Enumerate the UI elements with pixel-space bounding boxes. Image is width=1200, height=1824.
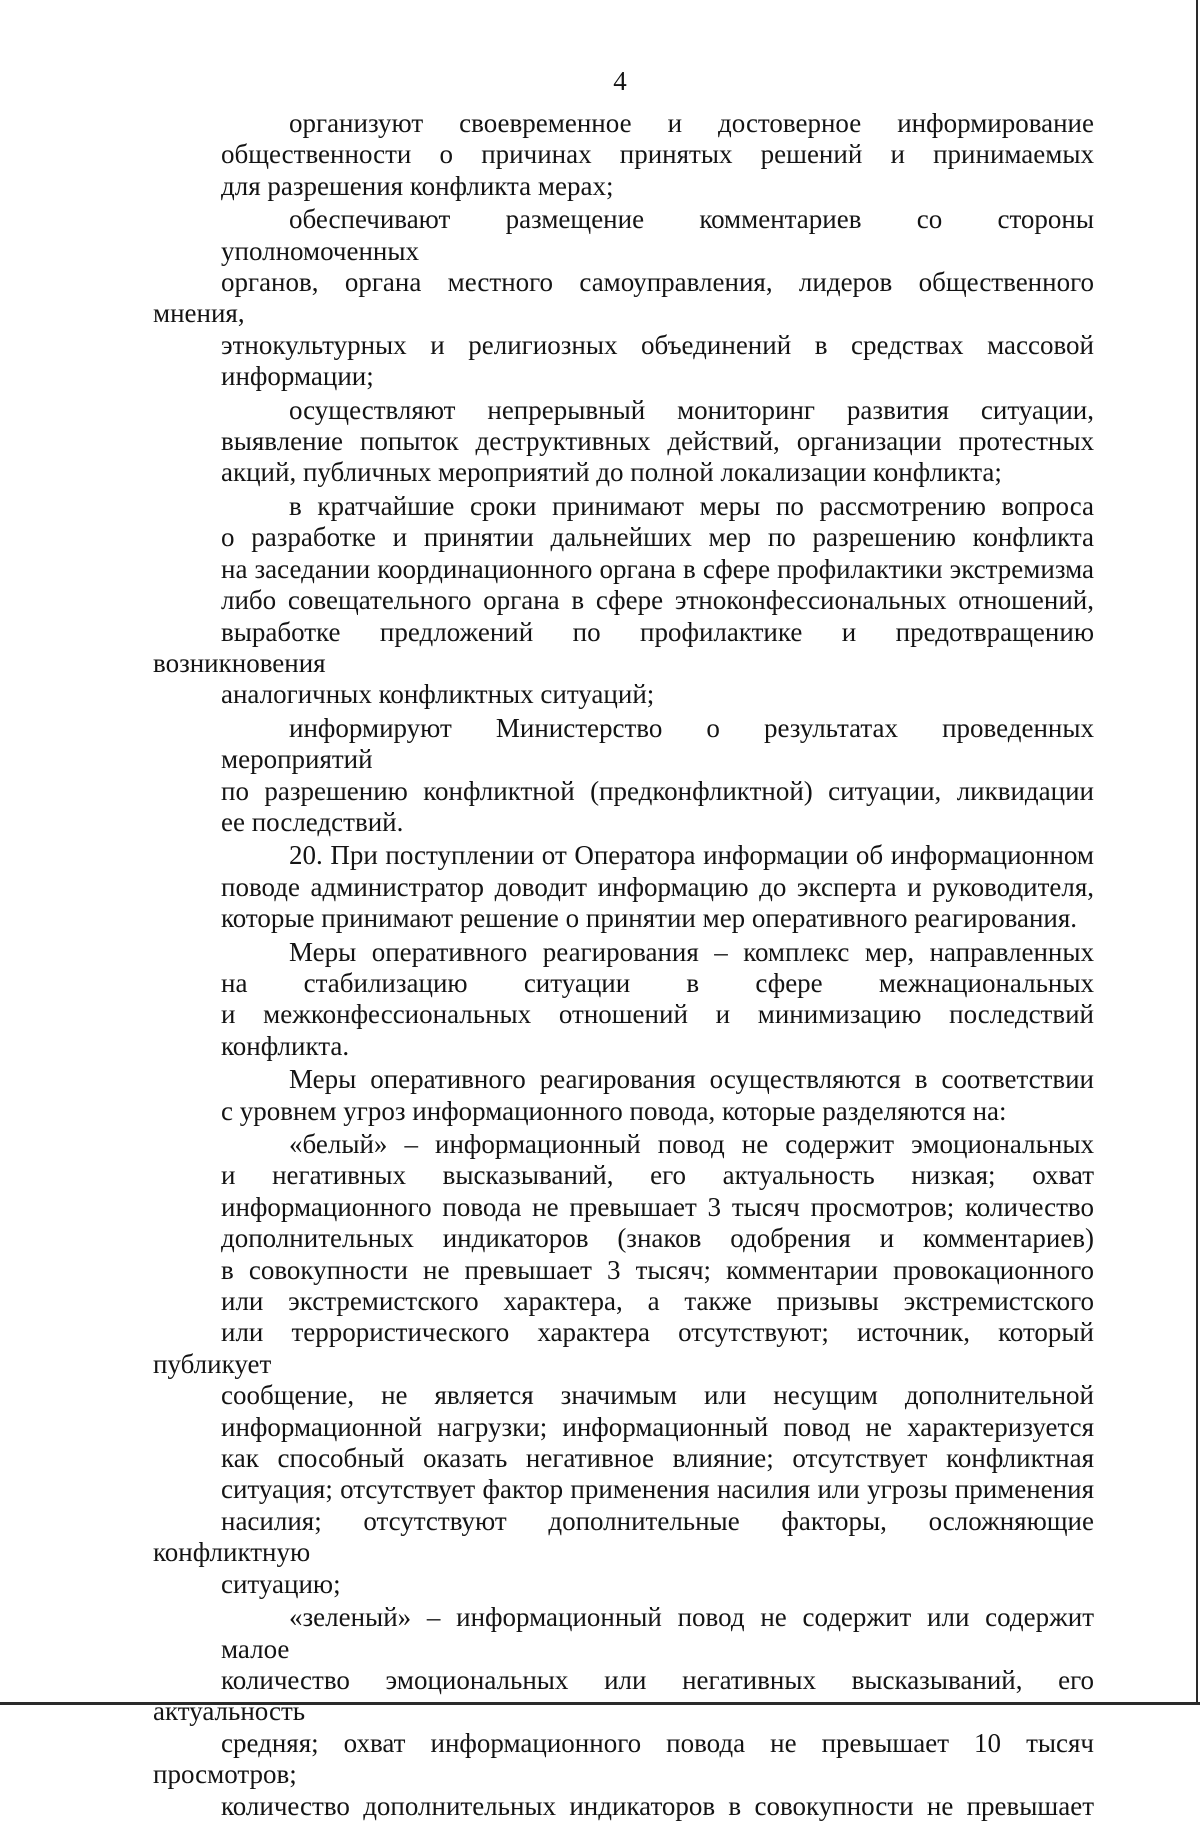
text-line: информации;: [221, 361, 374, 392]
text-line: ситуацию;: [221, 1568, 341, 1599]
text-line: аналогичных конфликтных ситуаций;: [221, 679, 655, 710]
text-line: которые принимают решение о принятии мер оперативного реагирования.: [221, 903, 1078, 934]
text-line: в совокупности не превышает 3 тысяч; комментарии провокационного: [221, 1254, 1094, 1285]
text-line: информационного повода не превышает 3 тысяч просмотров; количество: [221, 1191, 1094, 1222]
text-line: информационной нагрузки; информационный повод не характеризуется: [221, 1411, 1094, 1442]
text-line: ситуация; отсутствует фактор применения насилия или угрозы применения: [221, 1474, 1094, 1505]
paragraph-p6: [153, 840, 1094, 934]
text-line: средняя; охват информационного повода не превышает 10 тысяч просмотров;: [153, 1727, 1094, 1790]
paragraph-p4: [153, 491, 1094, 711]
text-line: «белый» – информационный повод не содержит эмоциональных: [289, 1129, 1094, 1159]
paragraph-p2: [153, 204, 1094, 392]
document-body: [153, 108, 1094, 1824]
text-line: насилия; отсутствуют дополнительные факторы, осложняющие конфликтную: [153, 1505, 1094, 1568]
text-line: о разработке и принятии дальнейших мер по разрешению конфликта: [221, 522, 1094, 553]
text-line: и негативных высказываний, его актуальность низкая; охват: [221, 1160, 1094, 1191]
text-line: на заседании координационного органа в сфере профилактики экстремизма: [221, 553, 1094, 584]
text-line: по разрешению конфликтной (предконфликтной) ситуации, ликвидации: [221, 775, 1094, 806]
text-line: на стабилизацию ситуации в сфере межнациональных: [221, 967, 1094, 998]
text-line: сообщение, не является значимым или несущим дополнительной: [221, 1380, 1094, 1411]
text-line: либо совещательного органа в сфере этноконфессиональных отношений,: [221, 585, 1094, 616]
text-line: и межконфессиональных отношений и минимизацию последствий: [221, 999, 1094, 1030]
paragraph-p8: [153, 1064, 1094, 1127]
text-line: дополнительных индикаторов (знаков одобрения и комментариев): [221, 1223, 1094, 1254]
text-line: как способный оказать негативное влияние; отсутствует конфликтная: [221, 1443, 1094, 1474]
text-line: информируют Министерство о результатах проведенных мероприятий: [221, 712, 1094, 775]
text-line: или террористического характера отсутствуют; источник, который публикует: [153, 1317, 1094, 1379]
paragraph-p10: [153, 1602, 1094, 1822]
text-line: конфликта.: [221, 1030, 350, 1061]
paragraph-p1: [153, 108, 1094, 202]
scan-edge-right: [1196, 0, 1198, 1705]
paragraph-p3: [153, 395, 1094, 489]
text-line: или экстремистского характера, а также призывы экстремистского: [221, 1286, 1094, 1317]
text-line: выработке предложений по профилактике и предотвращению возникновения: [153, 616, 1094, 678]
text-line: общественности о причинах принятых решений и принимаемых: [221, 139, 1094, 170]
text-line: количество дополнительных индикаторов в совокупности не превышает: [221, 1790, 1094, 1821]
paragraph-p7: [153, 937, 1094, 1063]
text-line: для разрешения конфликта мерах;: [221, 170, 614, 201]
page-number: 4: [613, 66, 627, 96]
text-line: ее последствий.: [221, 806, 404, 837]
text-line: Меры оперативного реагирования осуществляются в соответствии: [289, 1064, 1094, 1095]
text-line: с уровнем угроз информационного повода, которые разделяются на:: [221, 1095, 1007, 1126]
text-line: «зеленый» – информационный повод не содержит или содержит малое: [221, 1602, 1094, 1664]
text-line: количество эмоциональных или негативных высказываний, его актуальность: [153, 1664, 1094, 1727]
text-line: этнокультурных и религиозных объединений в средствах массовой: [221, 329, 1094, 360]
text-line: организуют своевременное и достоверное информирование: [289, 108, 1094, 138]
text-line: выявление попыток деструктивных действий, организации протестных: [221, 426, 1094, 457]
paragraph-p5: [153, 713, 1094, 839]
text-line: акций, публичных мероприятий до полной локализации конфликта;: [221, 457, 1002, 488]
text-line: поводе администратор доводит информацию до эксперта и руководителя,: [221, 871, 1094, 902]
paragraph-p9: [153, 1129, 1094, 1600]
text-line: обеспечивают размещение комментариев со стороны уполномоченных: [221, 204, 1094, 266]
text-line: осуществляют непрерывный мониторинг развития ситуации,: [289, 394, 1094, 425]
text-line: 20. При поступлении от Оператора информации об информационном: [289, 840, 1094, 871]
text-line: органов, органа местного самоуправления, лидеров общественного мнения,: [153, 267, 1094, 329]
text-line: Меры оперативного реагирования – комплекс мер, направленных: [289, 936, 1094, 967]
text-line: в кратчайшие сроки принимают меры по рассмотрению вопроса: [289, 490, 1094, 521]
